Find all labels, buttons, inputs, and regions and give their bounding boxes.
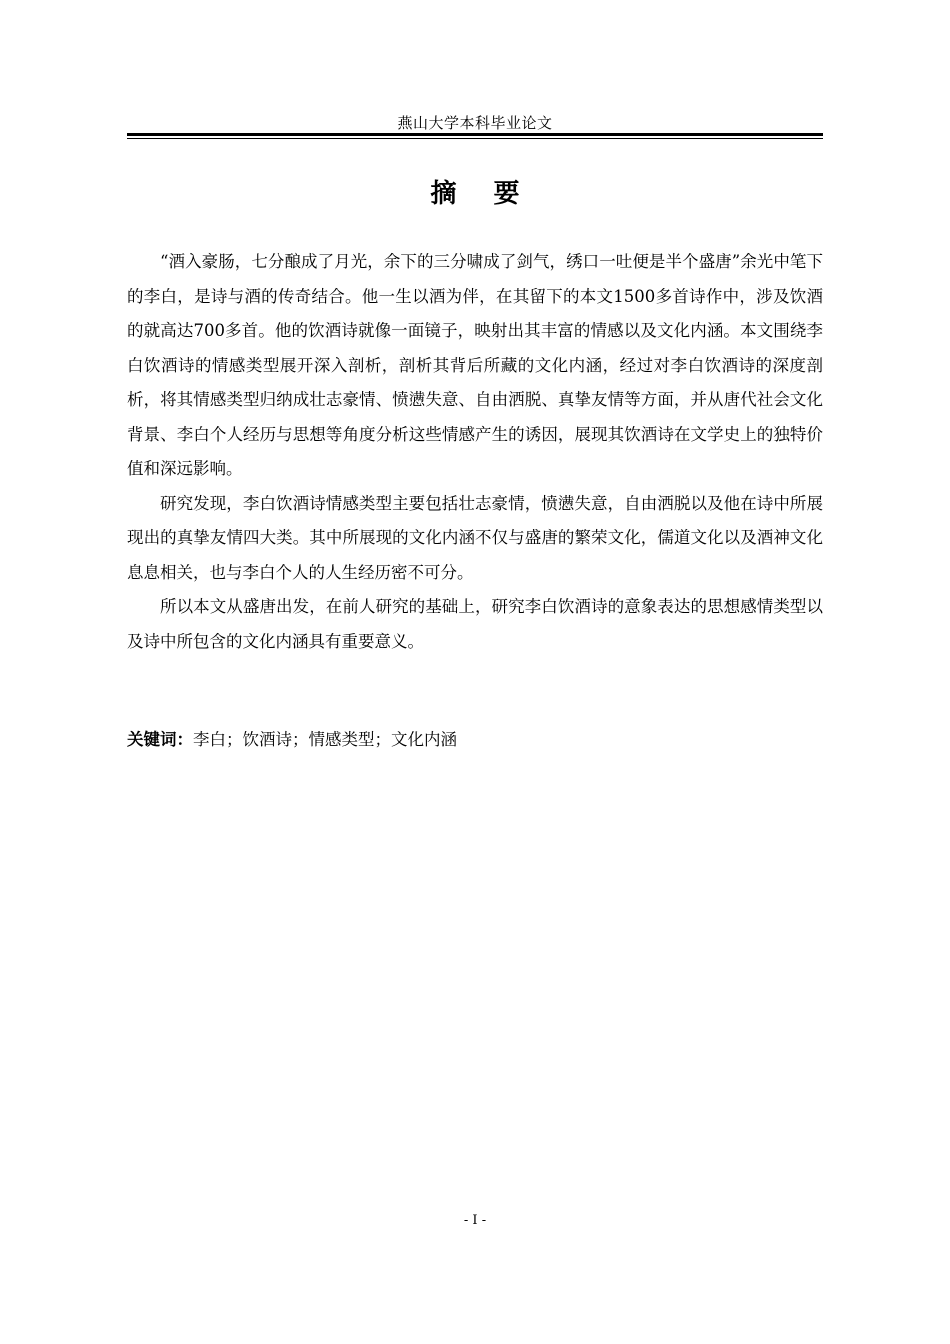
- abstract-paragraph-3: 所以本文从盛唐出发，在前人研究的基础上，研究李白饮酒诗的意象表达的思想感情类型以及诗中所包含的文化内涵具有重要意义。: [127, 597, 823, 651]
- abstract-body: [127, 245, 823, 659]
- header-rule-thin: [127, 138, 823, 139]
- keywords-label: 关键词：: [127, 730, 193, 749]
- abstract-heading: 摘 要: [430, 179, 534, 209]
- header-rule-thick: [127, 133, 823, 136]
- page-number: - I -: [463, 1213, 487, 1228]
- abstract-paragraph-2: 研究发现，李白饮酒诗情感类型主要包括壮志豪情，愤懑失意，自由洒脱以及他在诗中所展现出的真挚友情四大类。其中所展现的文化内涵不仅与盛唐的繁荣文化，儒道文化以及酒神文化息息相关，也与李白个人的人生经历密不可分。: [127, 493, 823, 582]
- keywords-line: [127, 723, 823, 757]
- running-header: 燕山大学本科毕业论文: [397, 114, 553, 132]
- abstract-paragraph-1: “酒入豪肠，七分酿成了月光，余下的三分啸成了剑气，绣口一吐便是半个盛唐”余光中笔下的李白，是诗与酒的传奇结合。他一生以酒为伴，在其留下的本文1500多首诗作中，涉及饮酒的就高达700多首。他的饮酒诗就像一面镜子，映射出其丰富的情感以及文化内涵。本文围绕李白饮酒诗的情感类型展开深入剖析，剖析其背后所藏的文化内涵，经过对李白饮酒诗的深度剖析，将其情感类型归纳成壮志豪情、愤懑失意、自由洒脱、真挚友情等方面，并从唐代社会文化背景、李白个人经历与思想等角度分析这些情感产生的诱因，展现其饮酒诗在文学史上的独特价值和深远影响。: [127, 252, 823, 478]
- keywords-text: 李白；饮酒诗；情感类型；文化内涵: [193, 730, 457, 749]
